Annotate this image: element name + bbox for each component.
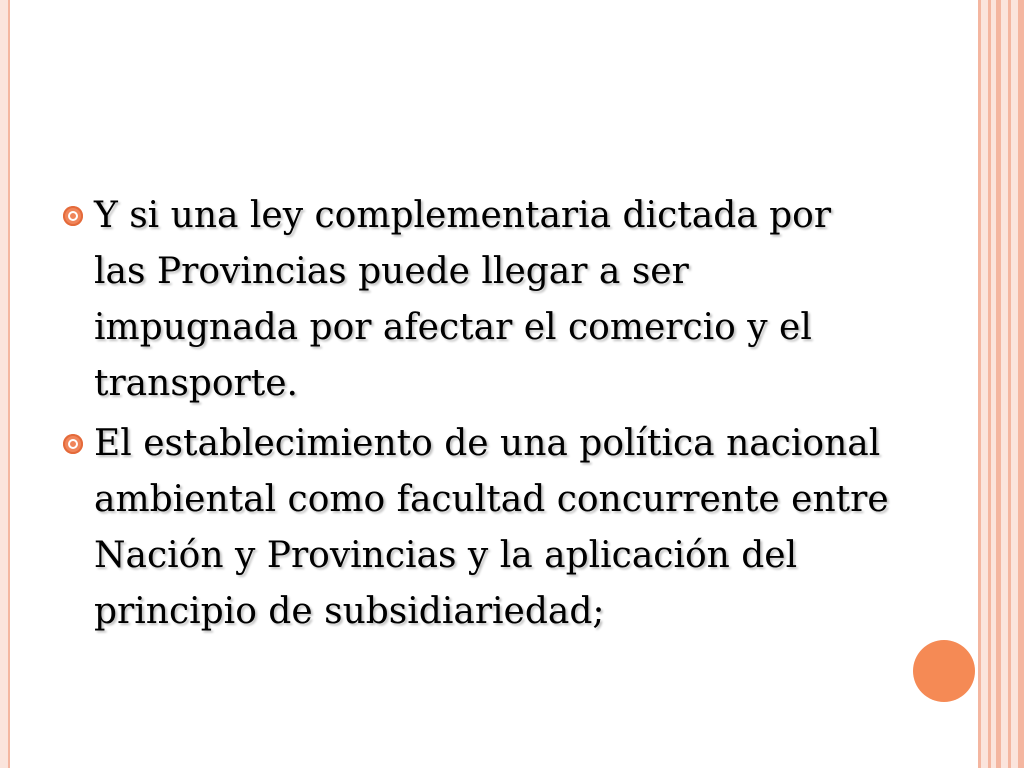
circle-bullet-icon xyxy=(63,206,83,226)
orange-circle-decoration xyxy=(913,640,975,702)
stripe xyxy=(1018,0,1024,768)
stripe xyxy=(978,0,981,768)
bullet-text: Y si una ley complementaria dictada por las Provincias puede llegar a ser impugnada por afectar el comercio y el transporte. xyxy=(94,195,832,404)
bullet-item xyxy=(60,188,890,412)
stripe xyxy=(1008,0,1011,768)
stripe xyxy=(988,0,991,768)
right-decorative-stripes xyxy=(978,0,1024,768)
stripe xyxy=(996,0,1001,768)
circle-bullet-icon xyxy=(63,434,83,454)
bullet-list xyxy=(60,188,890,644)
bullet-text: El establecimiento de una política nacional ambiental como facultad concurrente entre Nación y Provincias y la aplicación del principio de subsidiariedad; xyxy=(94,423,889,632)
left-decorative-border xyxy=(0,0,10,768)
bullet-item xyxy=(60,416,890,640)
